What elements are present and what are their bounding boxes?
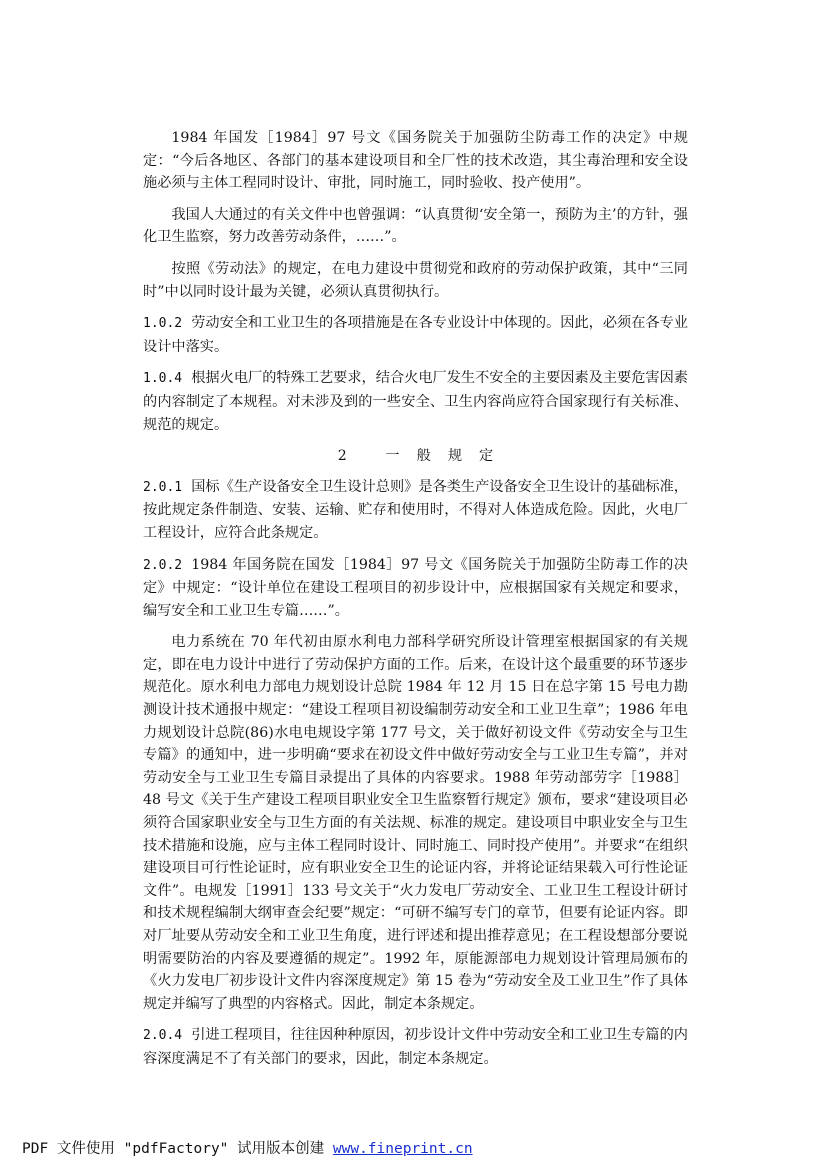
clause-text: 根据火电厂的特殊工艺要求，结合火电厂发生不安全的主要因素及主要危害因素的内容制定了本规程。对未涉及到的一些安全、卫生内容尚应符合国家现行有关标准、规范的规定。 — [143, 370, 688, 433]
clause-1-0-2 — [143, 312, 688, 358]
clause-2-0-1 — [143, 476, 688, 545]
pdf-watermark-footer — [22, 1137, 473, 1158]
footer-text: PDF 文件使用 "pdfFactory" 试用版本创建 — [22, 1141, 325, 1157]
fineprint-link[interactable]: www.fineprint.cn — [332, 1141, 473, 1157]
clause-2-0-4 — [143, 1024, 688, 1070]
clause-2-0-2 — [143, 554, 688, 623]
document-body — [143, 127, 688, 1080]
clause-text: 1984 年国务院在国发［1984］97 号文《国务院关于加强防尘防毒工作的决定》中规定：“设计单位在建设工程项目的初步设计中，应根据国家有关规定和要求，编写安全和工业卫生专篇……”。 — [143, 556, 688, 619]
paragraph-labor-law: 按照《劳动法》的规定，在电力建设中贯彻党和政府的劳动保护政策，其中“三同时”中以同时设计最为关键，必须认真贯彻执行。 — [143, 260, 688, 300]
clause-text: 国标《生产设备安全卫生设计总则》是各类生产设备安全卫生设计的基础标准，按此规定条件制造、安装、运输、贮存和使用时，不得对人体造成危险。因此，火电厂工程设计，应符合此条规定。 — [143, 478, 688, 541]
paragraph-history: 电力系统在 70 年代初由原水利电力部科学研究所设计管理室根据国家的有关规定，即在电力设计中进行了劳动保护方面的工作。后来，在设计这个最重要的环节逐步规范化。原水利电力部电力规划设计总院 1984 年 12 月 15 日在总字第 15 号电力勘测设计技术通报中规定：“建设工程项目初设编制劳动安全和工业卫生章”；1986 年电力规划设计总院(86)水电电规设字第 177 号文，关于做好初设文件《劳动安全与卫生专篇》的通知中，进一步明确“要求在初设文件中做好劳动安全与工业卫生专篇”，并对劳动安全与工业卫生专篇目录提出了具体的内容要求。1988 年劳动部劳字［1988］48 号文《关于生产建设工程项目职业安全卫生监察暂行规定》颁布，要求“建设项目必须符合国家职业安全与卫生方面的有关法规、标准的规定。建设项目中职业安全与卫生技术措施和设施，应与主体工程同时设计、同时施工、同时投产使用”。并要求“在组织建设项目可行性论证时，应有职业安全卫生的论证内容，并将论证结果载入可行性论证文件”。电规发［1991］133 号文关于“火力发电厂劳动安全、工业卫生工程设计研讨和技术规程编制大纲审查会纪要”规定：“可研不编写专门的章节，但要有论证内容。即对厂址要从劳动安全和工业卫生角度，进行评述和提出推荐意见；在工程设想部分要说明需要防治的内容及要遵循的规定”。1992 年，原能源部电力规划设计管理局颁布的《火力发电厂初步设计文件内容深度规定》第 15 卷为“劳动安全及工业卫生”作了具体规定并编写了典型的内容格式。因此，制定本条规定。 — [143, 634, 688, 1012]
clause-text: 引进工程项目，往往因种种原因，初步设计文件中劳动安全和工业卫生专篇的内容深度满足不了有关部门的要求，因此，制定本条规定。 — [143, 1027, 688, 1067]
section-heading-2: 2 一般规定 — [337, 448, 511, 465]
paragraph-1984-decision: 1984 年国发［1984］97 号文《国务院关于加强防尘防毒工作的决定》中规定：“今后各地区、各部门的基本建设项目和全厂性的技术改造，其尘毒治理和安全设施必须与主体工程同时设计、审批，同时施工，同时验收、投产使用”。 — [143, 130, 688, 192]
clause-number: 2.0.1 — [143, 479, 183, 495]
clause-number: 1.0.2 — [143, 316, 183, 332]
clause-text: 劳动安全和工业卫生的各项措施是在各专业设计中体现的。因此，必须在各专业设计中落实。 — [143, 315, 688, 355]
clause-number: 2.0.2 — [143, 557, 183, 573]
clause-number: 2.0.4 — [143, 1028, 183, 1044]
clause-number: 1.0.4 — [143, 371, 183, 387]
clause-1-0-4 — [143, 367, 688, 436]
paragraph-npc-emphasis: 我国人大通过的有关文件中也曾强调：“认真贯彻‘安全第一，预防为主’的方针，强化卫生监察，努力改善劳动条件，……”。 — [143, 206, 688, 246]
